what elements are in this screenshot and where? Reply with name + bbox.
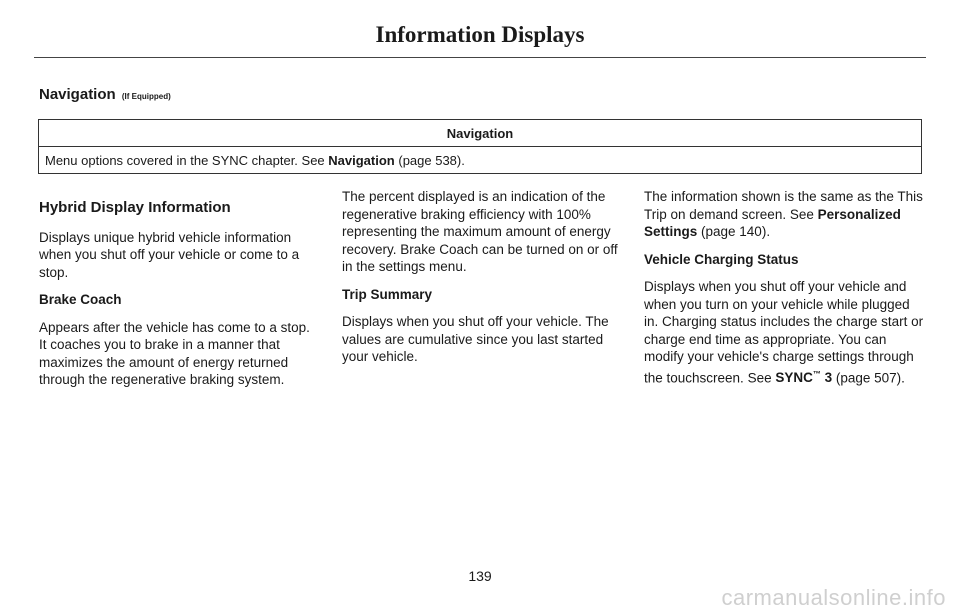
charging-status-suffix: (page 507). <box>832 370 905 385</box>
trip-info-paragraph <box>644 188 926 241</box>
percent-displayed-text: The percent displayed is an indication of the regenerative braking efficiency with 100% representing the maximum amount of energy recovery. Brake Coach can be turned on or off in the settings menu. <box>342 189 618 274</box>
navigation-heading-text: Navigation <box>39 86 116 103</box>
hybrid-display-heading: Hybrid Display Information <box>39 199 231 216</box>
page-number: 139 <box>468 568 492 584</box>
navigation-reference-link[interactable]: Navigation <box>328 152 395 168</box>
column-one <box>39 188 321 399</box>
navigation-row-suffix: (page 538). <box>394 152 465 168</box>
trip-summary-heading: Trip Summary <box>342 286 433 302</box>
brake-coach-text: Appears after the vehicle has come to a stop. It coaches you to brake in a manner that maximizes the amount of energy returned through the regenerative braking system. <box>39 319 310 387</box>
sync-link-main: SYNC <box>775 370 813 385</box>
charging-status-paragraph <box>644 278 926 387</box>
trip-info-prefix: The information shown is the same as the This Trip on demand screen. See <box>644 189 923 222</box>
personalized-settings-link[interactable]: Personalized Settings <box>644 206 901 239</box>
column-three <box>644 188 926 397</box>
navigation-qualifier: (If Equipped) <box>121 92 171 101</box>
navigation-table <box>38 119 922 174</box>
trip-summary-text: Displays when you shut off your vehicle. The values are cumulative since you last started your vehicle. <box>342 314 609 364</box>
page-title: Information Displays <box>375 22 585 47</box>
navigation-heading <box>39 86 171 103</box>
sync-3-link[interactable] <box>775 370 832 385</box>
table-row <box>39 147 922 174</box>
navigation-table-cell <box>39 147 922 174</box>
header-divider <box>34 57 926 58</box>
column-two <box>342 188 624 376</box>
trip-info-suffix: (page 140). <box>697 224 771 239</box>
navigation-table-header: Navigation <box>39 120 922 147</box>
charging-status-heading: Vehicle Charging Status <box>644 251 799 267</box>
charging-status-prefix: Displays when you shut off your vehicle and when you turn on your vehicle while plugged in. Charging status includes the charge start or charge end time as appropriate. You can modify your vehicle's charge settings through the touchscreen. See <box>644 279 924 385</box>
navigation-row-prefix: Menu options covered in the SYNC chapter. See <box>45 152 329 168</box>
sync-link-version: 3 <box>820 370 833 385</box>
navigation-table-header-row <box>39 120 922 147</box>
hybrid-display-intro: Displays unique hybrid vehicle information when you shut off your vehicle or come to a stop. <box>39 229 300 280</box>
brake-coach-heading: Brake Coach <box>39 292 122 307</box>
trademark-mark: ™ <box>812 369 821 379</box>
site-watermark: carmanualsonline.info <box>721 585 946 610</box>
